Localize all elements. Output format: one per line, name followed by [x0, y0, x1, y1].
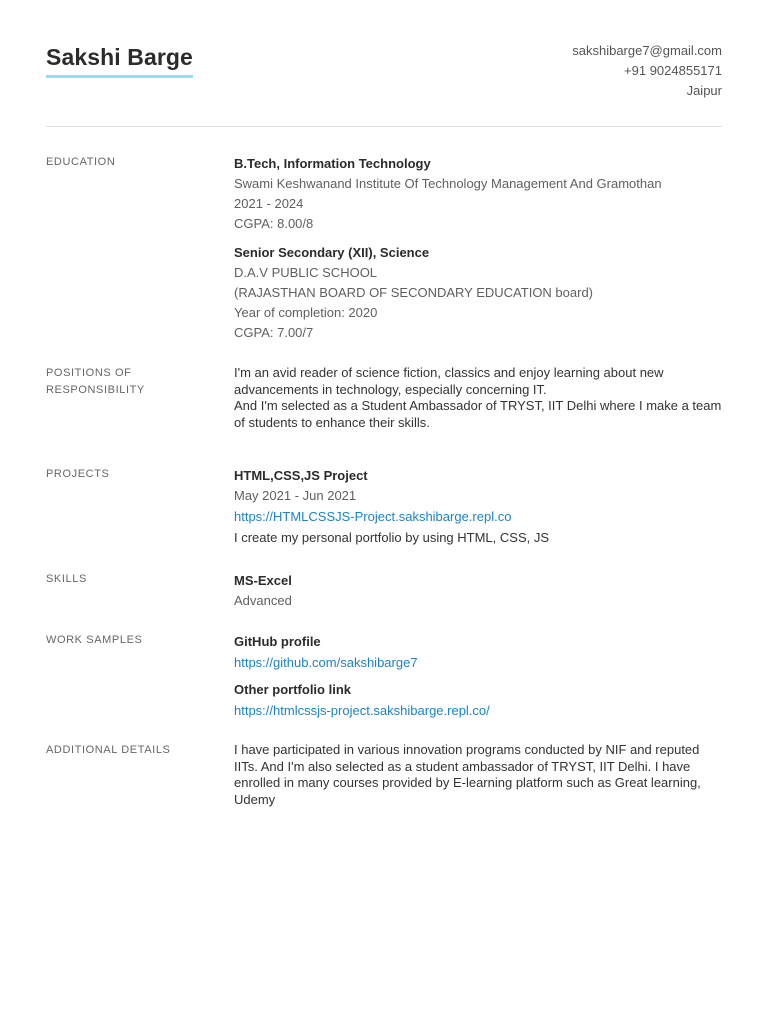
positions-text: I'm an avid reader of science fiction, classics and enjoy learning about new advancements in technology, especially concerning IT. [234, 365, 664, 397]
github-link[interactable]: https://github.com/sakshibarge7 [234, 655, 418, 670]
section-label-line: POSITIONS OF [46, 367, 132, 379]
education-entry [234, 154, 724, 234]
resume-header [46, 0, 722, 127]
education-board: (RAJASTHAN BOARD OF SECONDARY EDUCATION board) [234, 285, 594, 300]
section-label-positions [46, 365, 196, 399]
education-years: 2021 - 2024 [234, 196, 304, 211]
skill-level: Advanced [234, 593, 292, 608]
github-title: GitHub profile [234, 634, 321, 649]
institution-name: Swami Keshwanand Institute Of Technology Management And Gramothan [234, 176, 662, 191]
work-samples-body [234, 632, 724, 722]
projects-body [234, 466, 724, 548]
education-score: CGPA: 8.00/8 [234, 216, 314, 231]
positions-body [234, 365, 724, 431]
contact-email[interactable]: sakshibarge7@gmail.com [572, 43, 722, 58]
resume-page [46, 0, 722, 807]
candidate-name: Sakshi Barge [46, 44, 193, 78]
positions-text: And I'm selected as a Student Ambassador of TRYST, IIT Delhi where I make a team of students to enhance their skills. [234, 398, 722, 430]
project-dates: May 2021 - Jun 2021 [234, 488, 357, 503]
section-label-additional: ADDITIONAL DETAILS [46, 744, 171, 756]
project-description: I create my personal portfolio by using HTML, CSS, JS [234, 530, 550, 545]
degree-title: B.Tech, Information Technology [234, 156, 431, 171]
skill-name: MS-Excel [234, 573, 292, 588]
section-label-skills: SKILLS [46, 573, 87, 585]
additional-body [234, 742, 724, 808]
portfolio-link[interactable]: https://htmlcssjs-project.sakshibarge.repl.co/ [234, 703, 490, 718]
degree-title: Senior Secondary (XII), Science [234, 245, 430, 260]
section-label-line: RESPONSIBILITY [46, 384, 145, 396]
contact-block [572, 41, 722, 101]
skills-body [234, 571, 724, 611]
additional-text: I have participated in various innovation programs conducted by NIF and reputed IITs. And I'm also selected as a student ambassador of TRYST, IIT Delhi. I have enrolled in many courses provided by E-learning platform such as Great learning, Udemy [234, 742, 701, 807]
portfolio-title: Other portfolio link [234, 682, 351, 697]
project-title: HTML,CSS,JS Project [234, 468, 368, 483]
education-entry [234, 243, 724, 343]
education-score: CGPA: 7.00/7 [234, 325, 314, 340]
contact-city: Jaipur [686, 83, 722, 98]
section-label-projects: PROJECTS [46, 468, 110, 480]
institution-name: D.A.V PUBLIC SCHOOL [234, 265, 378, 280]
contact-phone[interactable]: +91 9024855171 [624, 63, 722, 78]
education-completion: Year of completion: 2020 [234, 305, 378, 320]
section-label-education: EDUCATION [46, 156, 116, 168]
project-link[interactable]: https://HTMLCSSJS-Project.sakshibarge.repl.co [234, 509, 512, 524]
education-body [234, 154, 724, 343]
section-label-work-samples: WORK SAMPLES [46, 634, 143, 646]
